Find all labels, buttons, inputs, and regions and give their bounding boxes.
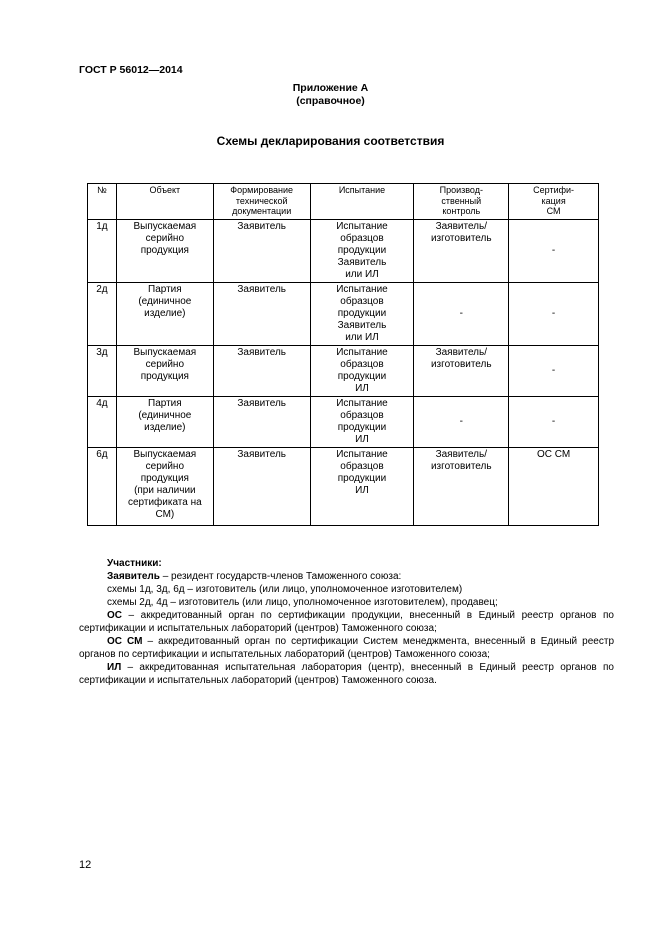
cell-object-line: изделие) xyxy=(144,422,186,433)
cell-num: 3д xyxy=(88,346,117,397)
cell-object xyxy=(116,346,213,397)
legend-schemes-2: схемы 2д, 4д – изготовитель (или лицо, уполномоченное изготовителем), продавец; xyxy=(107,597,498,608)
cell-cert: - xyxy=(509,220,599,283)
cell-test xyxy=(310,346,414,397)
cell-object-line: серийно xyxy=(145,461,185,472)
term-il: ИЛ xyxy=(107,662,122,673)
cell-cert: ОС СМ xyxy=(509,448,599,526)
cell-test-line: образцов xyxy=(340,233,384,244)
header-num: № xyxy=(88,184,117,220)
header-docs-line: технической xyxy=(235,195,288,206)
cell-producer-line: - xyxy=(459,308,463,319)
term-applicant: Заявитель xyxy=(107,571,160,582)
table-row xyxy=(88,397,599,448)
header-cert-line: СМ xyxy=(546,206,561,216)
cell-object-line: (при наличии xyxy=(134,485,196,496)
cell-object-line: продукция xyxy=(140,245,189,256)
cell-object-line: Выпускаемая xyxy=(133,221,197,232)
cell-docs: Заявитель xyxy=(213,397,310,448)
cell-test-line: Испытание xyxy=(336,284,388,295)
cell-cert: - xyxy=(509,397,599,448)
page-number: 12 xyxy=(79,859,92,871)
cell-test-line: образцов xyxy=(340,296,384,307)
appendix-title: Приложение А xyxy=(292,82,369,94)
cell-object-line: изделие) xyxy=(144,308,186,319)
cell-test xyxy=(310,220,414,283)
cell-object xyxy=(116,397,213,448)
legend-os: ОС – аккредитованный орган по сертификации продукции, внесенный в Единый реестр органов по сертификации и испытательных лабораторий (центров) Таможенного союза; xyxy=(79,610,614,634)
cell-object xyxy=(116,283,213,346)
cell-test-line: Заявитель xyxy=(337,257,387,268)
table-row xyxy=(88,346,599,397)
cell-producer-line: Заявитель/ xyxy=(435,221,487,232)
cell-docs: Заявитель xyxy=(213,448,310,526)
cell-test-line: продукции xyxy=(337,371,387,382)
appendix-subtitle: (справочное) xyxy=(296,95,365,107)
header-producer xyxy=(414,184,509,220)
cell-producer-line: Заявитель/ xyxy=(435,449,487,460)
cell-object-line: серийно xyxy=(145,359,185,370)
legend-il: ИЛ – аккредитованная испытательная лаборатория (центр), внесенный в Единый реестр органов по сертификации и испытательных лабораторий (центров) Таможенного союза. xyxy=(79,662,614,686)
cell-object-line: Выпускаемая xyxy=(133,347,197,358)
legend-os-sm: ОС СМ – аккредитованный орган по сертификации Систем менеджмента, внесенный в Единый реестр органов по сертификации и испытательных лабораторий (центров) Таможенного союза; xyxy=(79,636,615,660)
term-os: ОС xyxy=(107,610,122,621)
cell-object-line: Партия xyxy=(148,398,182,409)
cell-test-line: Испытание xyxy=(336,347,388,358)
cell-cert: - xyxy=(509,346,599,397)
document-code: ГОСТ Р 56012—2014 xyxy=(79,64,183,76)
table-row xyxy=(88,220,599,283)
header-test: Испытание xyxy=(310,184,414,220)
cell-producer-line: изготовитель xyxy=(430,461,492,472)
cell-object xyxy=(116,220,213,283)
cell-object-line: продукция xyxy=(140,473,189,484)
cell-producer-line: изготовитель xyxy=(430,359,492,370)
cell-num: 6д xyxy=(88,448,117,526)
cell-test-line: Испытание xyxy=(336,221,388,232)
section-title: Схемы декларирования соответствия xyxy=(216,134,445,148)
cell-test-line: продукции xyxy=(337,308,387,319)
cell-num: 4д xyxy=(88,397,117,448)
cell-test-line: ИЛ xyxy=(355,383,369,394)
header-producer-line: ственный xyxy=(441,195,482,206)
cell-producer-line: - xyxy=(459,416,463,427)
cell-test-line: Испытание xyxy=(336,449,388,460)
cell-test-line: образцов xyxy=(340,461,384,472)
cell-num: 2д xyxy=(88,283,117,346)
cell-producer xyxy=(414,283,509,346)
legend-schemes-1: схемы 1д, 3д, 6д – изготовитель (или лицо, уполномоченное изготовителем) xyxy=(107,584,463,595)
header-docs xyxy=(213,184,310,220)
cell-object-line: СМ) xyxy=(155,509,175,520)
cell-test xyxy=(310,397,414,448)
cell-test-line: продукции xyxy=(337,422,387,433)
header-docs-line: документации xyxy=(232,206,292,216)
declaration-schemes-table xyxy=(87,183,599,526)
cell-object-line: продукция xyxy=(140,371,189,382)
legend-title: Участники: xyxy=(107,558,162,569)
table-row xyxy=(88,283,599,346)
cell-test-line: ИЛ xyxy=(355,434,369,445)
header-cert-line: Сертифи- xyxy=(533,185,575,195)
cell-test xyxy=(310,283,414,346)
cell-object-line: Выпускаемая xyxy=(133,449,197,460)
cell-producer xyxy=(414,346,509,397)
header-cert xyxy=(509,184,599,220)
table-row xyxy=(88,448,599,526)
cell-test-line: продукции xyxy=(337,245,387,256)
cell-test-line: Заявитель xyxy=(337,320,387,331)
cell-test-line: продукции xyxy=(337,473,387,484)
participants-legend xyxy=(79,557,614,687)
cell-producer xyxy=(414,448,509,526)
cell-object-line: (единичное xyxy=(138,410,192,421)
cell-cert: - xyxy=(509,283,599,346)
cell-num: 1д xyxy=(88,220,117,283)
header-producer-line: Производ- xyxy=(439,185,483,195)
cell-test-line: или ИЛ xyxy=(345,269,379,280)
cell-docs: Заявитель xyxy=(213,346,310,397)
cell-producer-line: Заявитель/ xyxy=(435,347,487,358)
cell-object-line: сертификата на xyxy=(127,497,202,508)
header-docs-line: Формирование xyxy=(230,185,294,195)
cell-producer-line: изготовитель xyxy=(430,233,492,244)
cell-object xyxy=(116,448,213,526)
cell-test xyxy=(310,448,414,526)
cell-producer xyxy=(414,397,509,448)
legend-applicant: Заявитель – резидент государств-членов Таможенного союза: xyxy=(107,571,402,582)
cell-object-line: (единичное xyxy=(138,296,192,307)
cell-test-line: образцов xyxy=(340,359,384,370)
cell-test-line: образцов xyxy=(340,410,384,421)
header-producer-line: контроль xyxy=(442,206,481,216)
table-header-row xyxy=(88,184,599,220)
cell-test-line: Испытание xyxy=(336,398,388,409)
term-os-sm: ОС СМ xyxy=(107,636,143,647)
cell-docs: Заявитель xyxy=(213,283,310,346)
cell-producer xyxy=(414,220,509,283)
header-cert-line: кация xyxy=(541,195,566,206)
cell-docs: Заявитель xyxy=(213,220,310,283)
cell-test-line: ИЛ xyxy=(355,485,369,496)
cell-object-line: серийно xyxy=(145,233,185,244)
cell-object-line: Партия xyxy=(148,284,182,295)
cell-test-line: или ИЛ xyxy=(345,332,379,343)
header-object: Объект xyxy=(116,184,213,220)
